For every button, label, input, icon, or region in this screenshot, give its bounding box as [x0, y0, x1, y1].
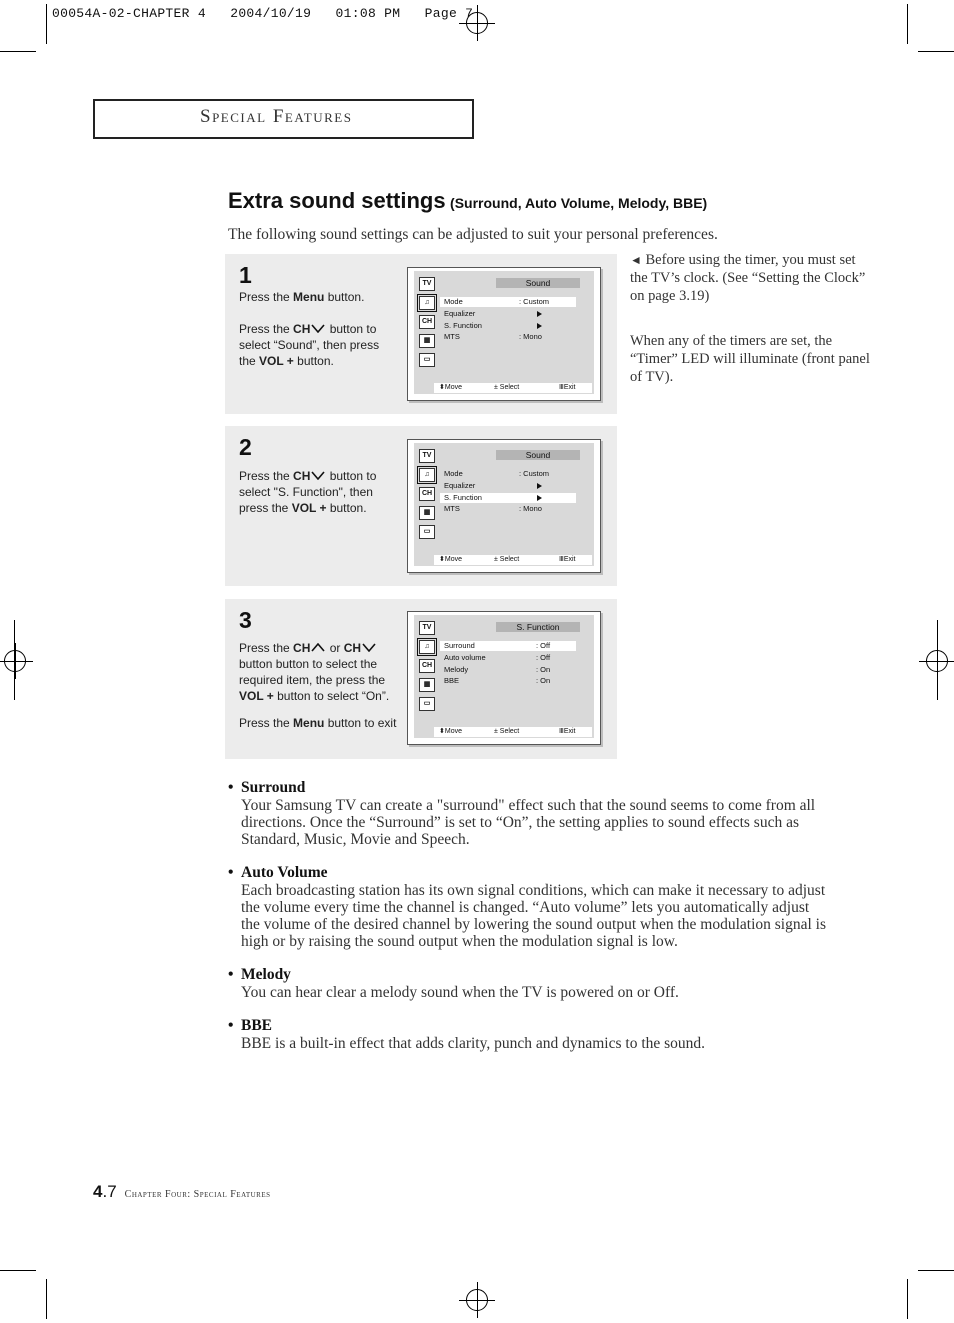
channel-icon: CH: [419, 487, 435, 501]
channel-icon: CH: [419, 659, 435, 673]
page-number: 4.7: [93, 1182, 117, 1201]
pointer-arrow-icon: ◄: [630, 253, 642, 267]
menu-item: S. Function: [440, 493, 576, 503]
step-number: 2: [239, 434, 252, 460]
menu-footer-bar: ⬍ Move ± Select Ⅲ Exit: [434, 383, 592, 393]
menu-item: MTS : Mono: [444, 504, 542, 513]
registration-mark-icon: [926, 650, 948, 672]
channel-icon: CH: [419, 315, 435, 329]
menu-item: Melody : On: [444, 665, 551, 674]
feature-description: Each broadcasting station has its own signal conditions, which can make it necessary to adjust the volume every time the channel is changed. “Auto volume” lets you automatically adjust the volume of the desired channel by lowering the sound output when the modulation signal is high or by raising the sound output when the modulation signal is low.: [241, 882, 827, 950]
menu-header: Sound: [496, 278, 580, 288]
sound-icon: ♫: [419, 640, 435, 654]
tv-picture-icon: TV: [419, 277, 435, 291]
menu-item: BBE : On: [444, 676, 551, 685]
page-title: [228, 188, 707, 214]
menu-item: S. Function: [440, 321, 576, 331]
crop-mark: [0, 51, 36, 52]
tv-menu-screen: [407, 267, 601, 401]
timer-led-note: When any of the timers are set, the “Timer” LED will illuminate (front panel of TV).: [630, 333, 870, 385]
step-instructions: Press the Menu button. Press the CH button to select “Sound”, then press the VOL + button.: [239, 290, 380, 368]
registration-mark-icon: [4, 650, 26, 672]
feature-title: Auto Volume: [241, 864, 328, 881]
chevron-down-icon: [362, 643, 376, 652]
feature-description: You can hear clear a melody sound when the TV is powered on or Off.: [241, 984, 679, 1001]
setup-icon: ▦: [419, 334, 435, 348]
step-3-panel: [225, 599, 617, 759]
menu-footer-bar: ⬍ Move ± Select Ⅲ Exit: [434, 555, 592, 565]
page-title-sub: (Surround, Auto Volume, Melody, BBE): [450, 195, 708, 211]
chapter-label: Chapter Four: Special Features: [124, 1189, 271, 1200]
list-item: • Auto Volume Each broadcasting station has its own signal conditions, which can make it necessary to adjust the volume every time the channel is changed. “Auto volume” lets you automatically adjust the volume of the desired channel by lowering the sound output when the modulation signal is high or by raising the sound output when the modulation signal is low.: [228, 864, 827, 950]
menu-header: Sound: [496, 450, 580, 460]
list-item: • Melody You can hear clear a melody sound when the TV is powered on or Off.: [228, 965, 828, 1001]
list-item: • Surround Your Samsung TV can create a "surround" effect such that the sound seems to come from all directions. Once the “Surround” is set to “On”, the setting applies to sound effects such as Standard, Music, Movie and Speech.: [228, 778, 828, 848]
tv-menu-screen: [407, 611, 601, 745]
intro-text: The following sound settings can be adjusted to suit your personal preferences.: [228, 226, 718, 243]
page-title-main: Extra sound settings: [228, 188, 446, 213]
menu-icon-column: [417, 621, 439, 716]
step-1-panel: [225, 254, 617, 414]
print-slug: 00054A-02-CHAPTER 4 2004/10/19 01:08 PM Page 7: [52, 6, 474, 21]
menu-item: Mode : Custom: [444, 469, 550, 478]
menu-icon-column: [417, 277, 439, 372]
crop-mark: [918, 51, 954, 52]
tv-picture-icon: TV: [419, 449, 435, 463]
input-icon: ▭: [419, 697, 435, 711]
menu-item: Mode : Custom: [440, 297, 576, 307]
tv-picture-icon: TV: [419, 621, 435, 635]
step-instructions: Press the CH or CH button button to select the required item, the press the VOL + button to select “On”. Press the Menu button to exit: [239, 641, 397, 730]
step-number: 1: [239, 262, 252, 288]
crop-mark: [46, 1279, 47, 1319]
menu-icon-column: [417, 449, 439, 544]
feature-list: [228, 778, 828, 1067]
tv-menu-screen: [407, 439, 601, 573]
menu-item: MTS : Mono: [444, 332, 542, 341]
menu-item: Equalizer: [440, 309, 576, 319]
feature-description: BBE is a built-in effect that adds clarity, punch and dynamics to the sound.: [241, 1035, 706, 1052]
list-item: • BBE BBE is a built-in effect that adds clarity, punch and dynamics to the sound.: [228, 1016, 828, 1052]
step-instructions: Press the CH button to select "S. Function", then press the VOL + button.: [239, 469, 377, 515]
crop-mark: [907, 1279, 908, 1319]
crop-mark: [918, 1270, 954, 1271]
feature-description: Your Samsung TV can create a "surround" effect such that the sound seems to come from all directions. Once the “Surround” is set to “On”, the setting applies to sound effects such as Standard, Music, Movie and Speech.: [241, 797, 816, 848]
menu-item: Equalizer: [440, 481, 576, 491]
menu-item: Surround : Off: [440, 641, 576, 651]
setup-icon: ▦: [419, 678, 435, 692]
setup-icon: ▦: [419, 506, 435, 520]
menu-footer-bar: ⬍ Move ± Select Ⅲ Exit: [434, 727, 592, 737]
sound-icon: ♫: [419, 468, 435, 482]
crop-mark: [907, 4, 908, 44]
menu-header: S. Function: [496, 622, 580, 632]
arrow-right-icon: [537, 311, 542, 317]
timer-note: ◄ Before using the timer, you must set the TV’s clock. (See “Setting the Clock” on page 3.19): [630, 252, 866, 304]
crop-mark: [46, 4, 47, 44]
menu-item: Auto volume : Off: [444, 653, 551, 662]
chevron-up-icon: [311, 643, 325, 652]
arrow-right-icon: [537, 483, 542, 489]
feature-title: BBE: [241, 1017, 273, 1034]
feature-title: Surround: [241, 779, 306, 796]
input-icon: ▭: [419, 353, 435, 367]
chevron-down-icon: [311, 471, 325, 480]
feature-title: Melody: [241, 966, 291, 983]
registration-mark-icon: [466, 1289, 488, 1311]
crop-mark: [0, 1270, 36, 1271]
arrow-right-icon: [537, 495, 542, 501]
arrow-right-icon: [537, 323, 542, 329]
sound-icon: ♫: [419, 296, 435, 310]
input-icon: ▭: [419, 525, 435, 539]
step-2-panel: [225, 426, 617, 586]
chevron-down-icon: [311, 324, 325, 333]
page-footer: [93, 1182, 271, 1202]
step-number: 3: [239, 607, 252, 633]
section-title: Special Features: [200, 106, 353, 127]
